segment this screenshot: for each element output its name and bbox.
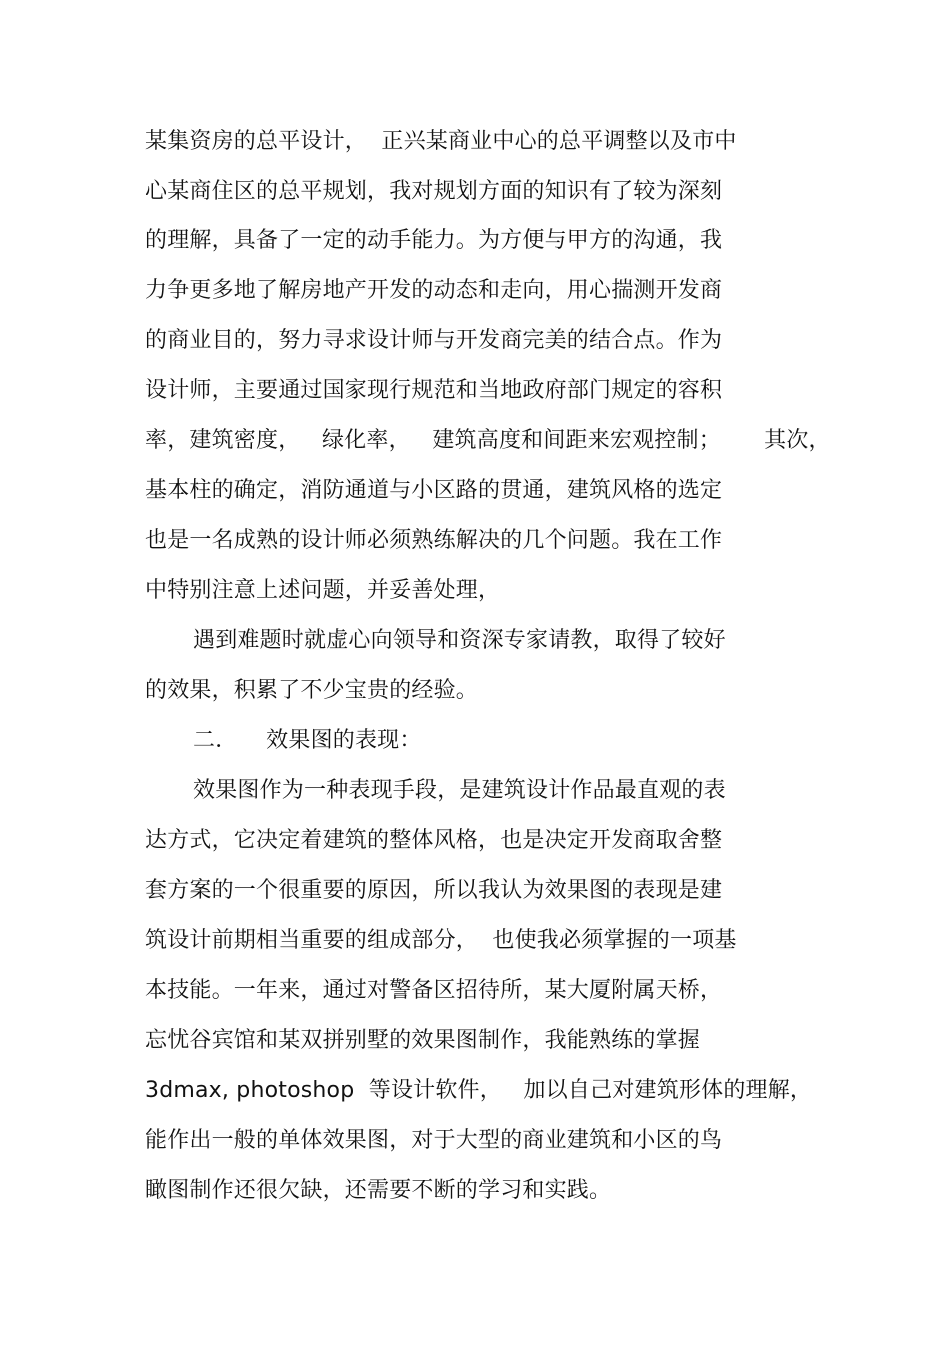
paragraph-first-line: 遇到难题时就虚心向领导和资深专家请教，取得了较好	[193, 628, 726, 653]
text-line: 的理解，具备了一定的动手能力。为方便与甲方的沟通，我	[145, 228, 723, 253]
text-line: 基本柱的确定，消防通道与小区路的贯通，建筑风格的选定	[145, 478, 723, 503]
paragraph-first-line: 效果图作为一种表现手段，是建筑设计作品最直观的表	[193, 778, 726, 803]
text-line: 力争更多地了解房地产开发的动态和走向，用心揣测开发商	[145, 278, 723, 303]
text-line: 瞰图制作还很欠缺，还需要不断的学习和实践。	[145, 1178, 612, 1203]
text-line: 心某商住区的总平规划，我对规划方面的知识有了较为深刻	[145, 179, 723, 204]
text-line: 筑设计前期相当重要的组成部分， 也使我必须掌握的一项基	[145, 928, 737, 953]
text-line: 套方案的一个很重要的原因，所以我认为效果图的表现是建	[145, 878, 723, 903]
text-line: 达方式，它决定着建筑的整体风格，也是决定开发商取舍整	[145, 828, 723, 853]
text-line: 的商业目的，努力寻求设计师与开发商完美的结合点。作为	[145, 328, 723, 353]
text-line: 3dmax, photoshop 等设计软件， 加以自己对建筑形体的理解，	[145, 1078, 813, 1103]
text-line: 中特别注意上述问题，并妥善处理，	[145, 578, 501, 603]
text-line: 的效果，积累了不少宝贵的经验。	[145, 678, 479, 703]
text-line: 也是一名成熟的设计师必须熟练解决的几个问题。我在工作	[145, 528, 723, 553]
text-line: 某集资房的总平设计， 正兴某商业中心的总平调整以及市中	[145, 129, 737, 154]
text-line: 忘忧谷宾馆和某双拼别墅的效果图制作，我能熟练的掌握	[145, 1028, 701, 1053]
text-line: 设计师，主要通过国家现行规范和当地政府部门规定的容积	[145, 378, 723, 403]
section-heading: 二． 效果图的表现：	[193, 728, 422, 753]
text-line: 能作出一般的单体效果图，对于大型的商业建筑和小区的鸟	[145, 1128, 723, 1153]
text-line: 本技能。一年来，通过对警备区招待所，某大厦附属天桥，	[145, 978, 723, 1003]
text-line: 率，建筑密度， 绿化率， 建筑高度和间距来宏观控制； 其次，	[145, 428, 831, 453]
